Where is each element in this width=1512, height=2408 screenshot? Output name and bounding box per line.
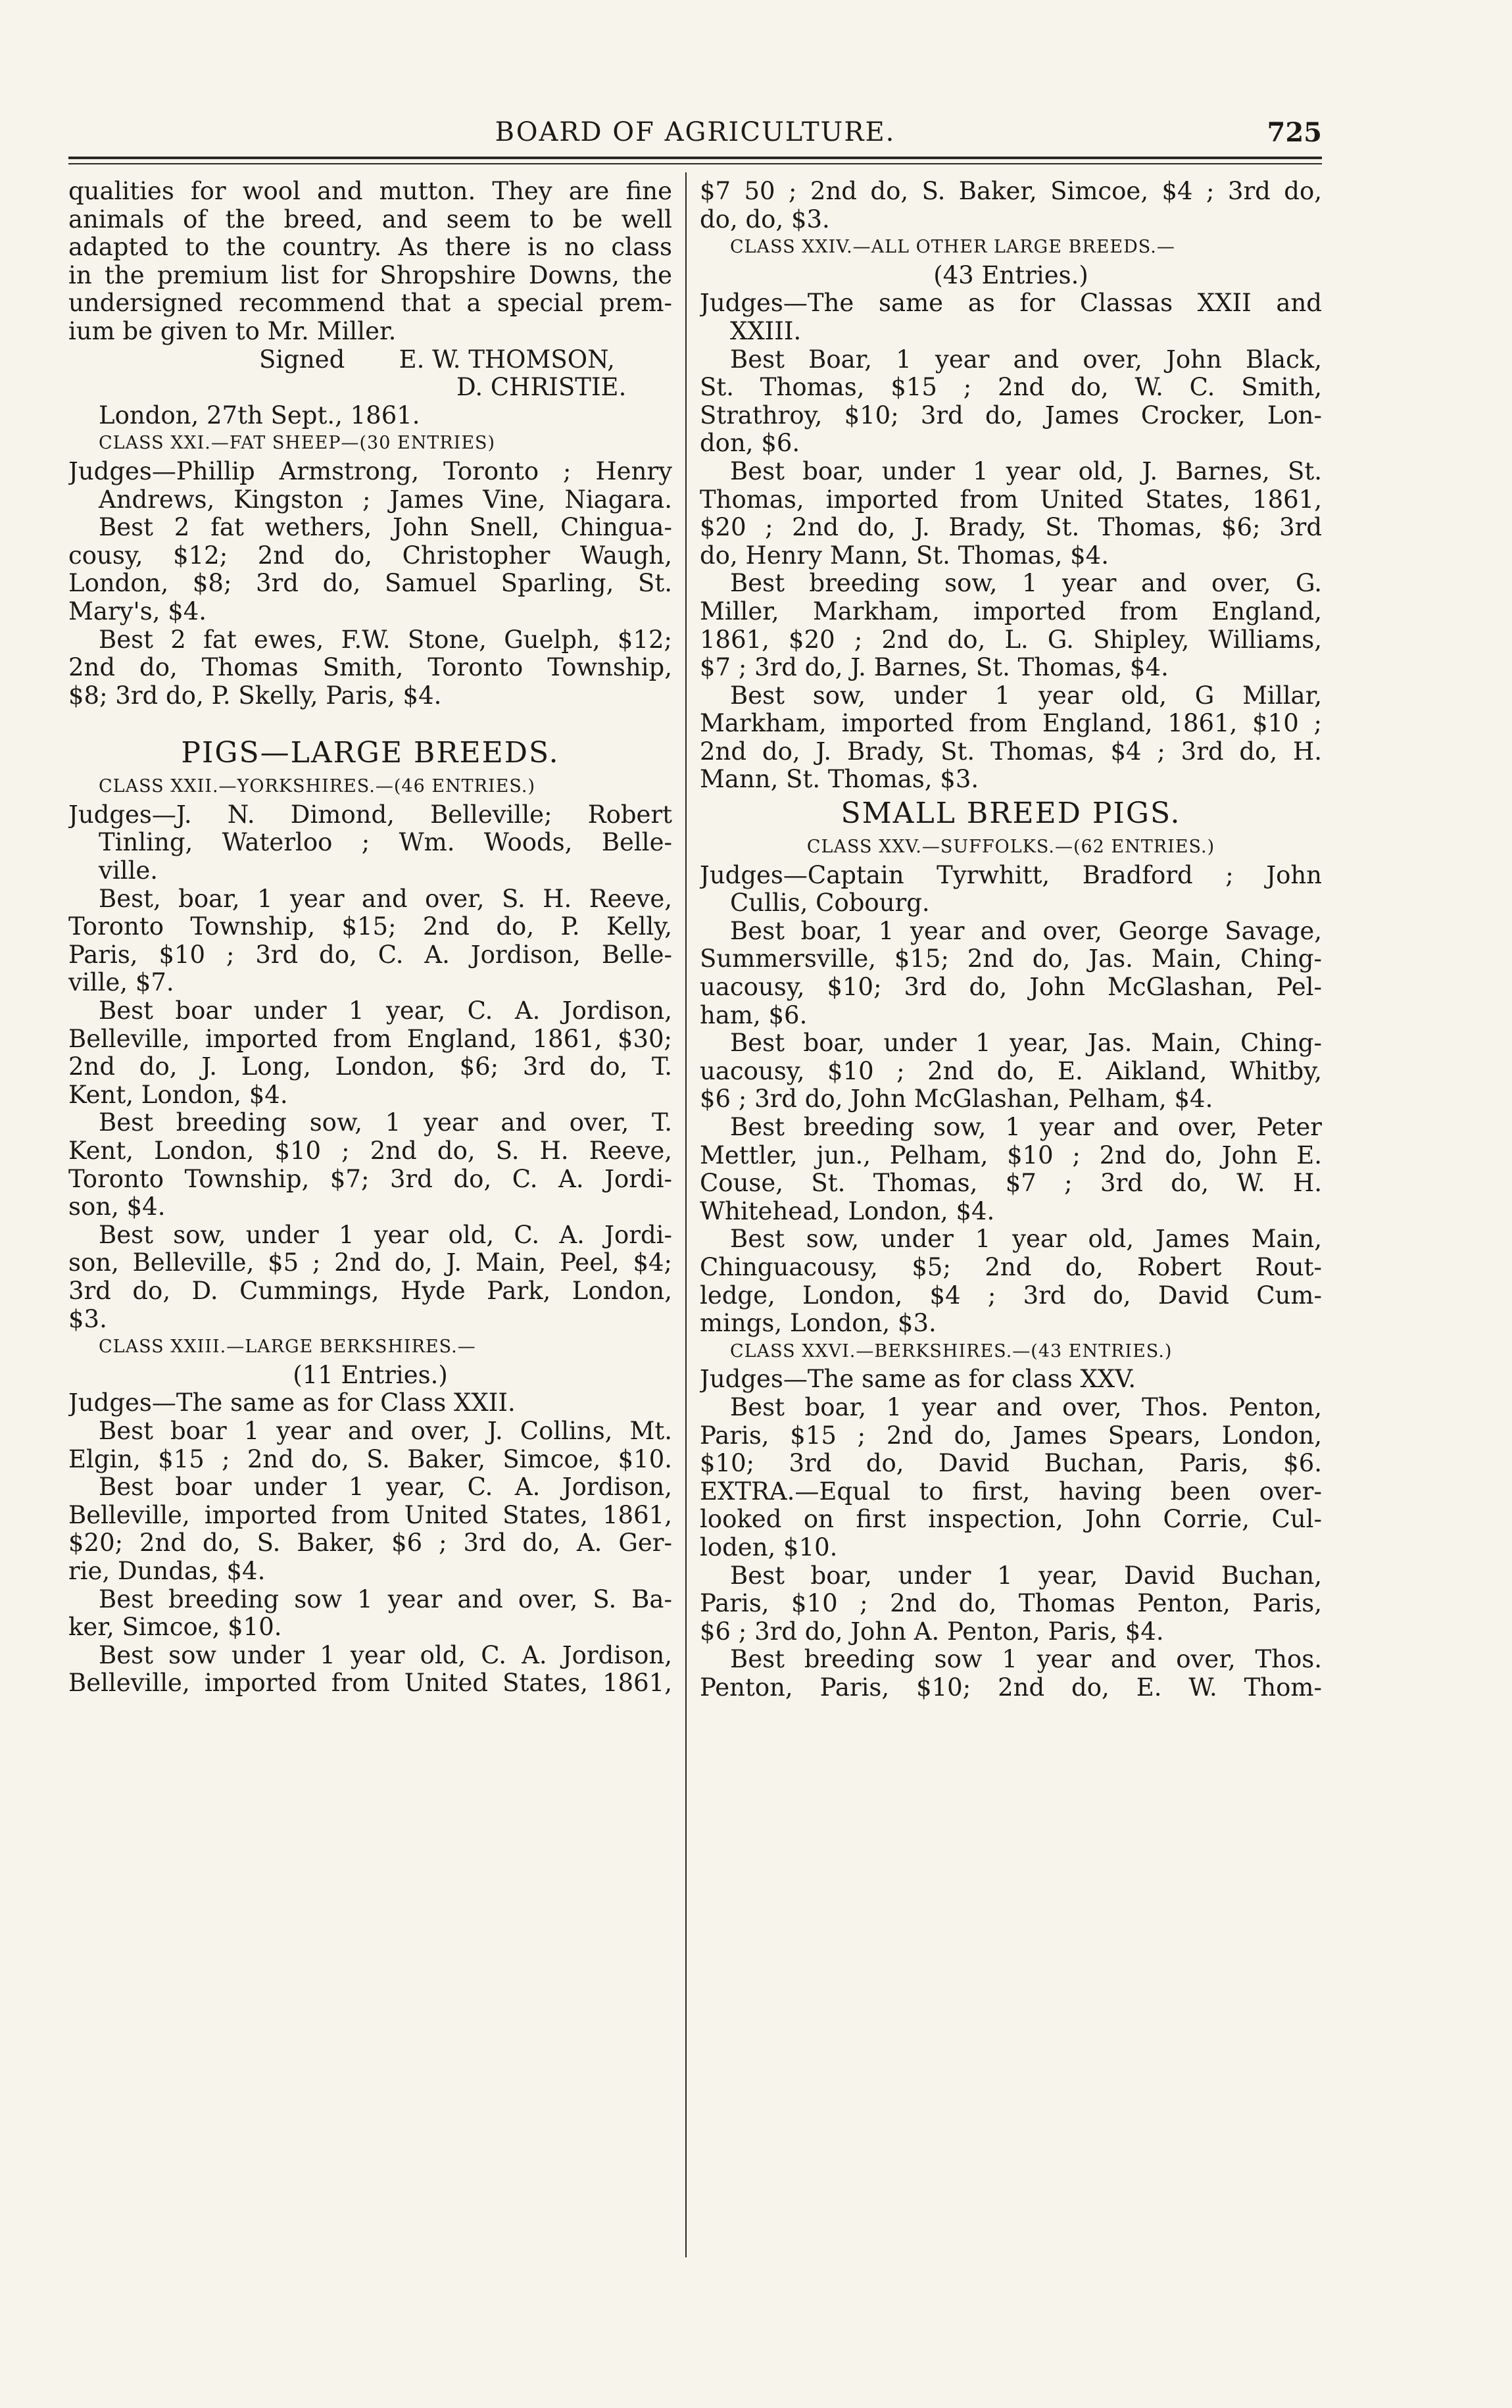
text-line: animals of the breed, and seem to be well <box>68 205 672 233</box>
text-line: Best sow under 1 year old, C. A. Jordison, <box>99 1641 672 1669</box>
text-line: Best boar, 1 year and over, George Savage, <box>730 917 1322 945</box>
text-line: Best breeding sow, 1 year and over, G. <box>730 570 1322 598</box>
class-heading: CLASS XXII.—YORKSHIRES.—(46 ENTRIES.) <box>99 776 536 797</box>
text-line: Best boar, under 1 year, Jas. Main, Ching- <box>730 1029 1322 1058</box>
text-line: EXTRA.—Equal to first, having been over- <box>700 1477 1322 1506</box>
text-line: Tinling, Waterloo ; Wm. Woods, Belle- <box>99 829 672 857</box>
text-line: loden, $10. <box>700 1533 838 1561</box>
text-line: 2nd do, J. Long, London, $6; 3rd do, T. <box>68 1053 672 1081</box>
text-line: son, $4. <box>68 1193 166 1221</box>
text-line: ledge, London, $4 ; 3rd do, David Cum- <box>700 1281 1322 1310</box>
text-line: XXIII. <box>730 317 802 345</box>
text-line: son, Belleville, $5 ; 2nd do, J. Main, Peel, $4; <box>68 1249 672 1277</box>
text-line: Best Boar, 1 year and over, John Black, <box>730 345 1322 374</box>
text-line: Kent, London, $10 ; 2nd do, S. H. Reeve, <box>68 1137 672 1165</box>
text-line: Best 2 fat ewes, F.W. Stone, Guelph, $12; <box>99 626 672 654</box>
text-line: (43 Entries.) <box>933 261 1088 289</box>
class-heading: CLASS XXIV.—ALL OTHER LARGE BREEDS.— <box>730 237 1175 258</box>
text-line: Strathroy, $10; 3rd do, James Crocker, Lon- <box>700 401 1322 430</box>
text-line: Toronto Township, $7; 3rd do, C. A. Jordi- <box>68 1165 672 1193</box>
text-line: undersigned recommend that a special prem- <box>68 289 672 318</box>
text-line: $7 50 ; 2nd do, S. Baker, Simcoe, $4 ; 3rd do, <box>700 178 1322 205</box>
text-line: 1861, $20 ; 2nd do, L. G. Shipley, Williams, <box>700 626 1322 654</box>
text-line: London, $8; 3rd do, Samuel Sparling, St. <box>68 570 672 598</box>
text-line: ham, $6. <box>700 1001 808 1029</box>
text-line: ville, $7. <box>68 969 174 997</box>
text-line: (11 Entries.) <box>293 1361 448 1389</box>
text-line: Best breeding sow 1 year and over, Thos. <box>730 1646 1322 1674</box>
text-line: 2nd do, J. Brady, St. Thomas, $4 ; 3rd do, H. <box>700 737 1322 766</box>
text-line: Mary's, $4. <box>68 597 207 626</box>
text-line: Belleville, imported from United States, 1861, <box>68 1669 672 1698</box>
text-line: Couse, St. Thomas, $7 ; 3rd do, W. H. <box>700 1169 1322 1198</box>
class-heading: CLASS XXI.—FAT SHEEP—(30 ENTRIES) <box>99 433 496 454</box>
text-line: Thomas, imported from United States, 1861, <box>700 485 1322 514</box>
judges-line: Judges—J. N. Dimond, Belleville; Robert <box>68 800 672 829</box>
text-line: D. CHRISTIE. <box>456 374 627 402</box>
text-line: ker, Simcoe, $10. <box>68 1613 282 1642</box>
text-line: Belleville, imported from United States, 1861, <box>68 1501 672 1529</box>
text-line: Elgin, $15 ; 2nd do, S. Baker, Simcoe, $10. <box>68 1445 672 1473</box>
text-line: Best breeding sow 1 year and over, S. Ba- <box>99 1585 672 1613</box>
text-line: Best boar under 1 year, C. A. Jordison, <box>99 1473 672 1502</box>
text-line: $20 ; 2nd do, J. Brady, St. Thomas, $6; 3rd <box>700 514 1322 542</box>
text-line: do, Henry Mann, St. Thomas, $4. <box>700 541 1109 570</box>
text-line: St. Thomas, $15 ; 2nd do, W. C. Smith, <box>700 374 1322 402</box>
text-line: rie, Dundas, $4. <box>68 1557 266 1585</box>
column-divider <box>685 172 687 2257</box>
text-line: in the premium list for Shropshire Downs, the <box>68 261 672 289</box>
text-line: Markham, imported from England, 1861, $10 ; <box>700 710 1322 738</box>
text-line: Paris, $10 ; 2nd do, Thomas Penton, Paris, <box>700 1590 1322 1618</box>
text-line: Best boar, 1 year and over, Thos. Penton, <box>730 1393 1322 1421</box>
text-line: uacousy, $10 ; 2nd do, E. Aikland, Whitby, <box>700 1057 1322 1085</box>
text-line: Best boar, under 1 year old, J. Barnes, St. <box>730 457 1322 485</box>
text-line: Best boar 1 year and over, J. Collins, Mt. <box>99 1417 672 1445</box>
page-number: 725 <box>1267 117 1322 148</box>
class-heading: CLASS XXVI.—BERKSHIRES.—(43 ENTRIES.) <box>730 1340 1173 1362</box>
text-line: Whitehead, London, $4. <box>700 1197 995 1225</box>
section-heading: PIGS—LARGE BREEDS. <box>181 736 560 770</box>
text-line: Belleville, imported from England, 1861, $30; <box>68 1025 672 1053</box>
text-line: Cullis, Cobourg. <box>730 889 930 918</box>
text-line: qualities for wool and mutton. They are fine <box>68 178 672 205</box>
class-heading: CLASS XXV.—SUFFOLKS.—(62 ENTRIES.) <box>806 837 1215 858</box>
header-rule-thin <box>68 163 1322 164</box>
judges-line: Judges—The same as for Classas XXII and <box>700 289 1322 318</box>
text-line: Mann, St. Thomas, $3. <box>700 766 979 794</box>
text-line: Best sow, under 1 year old, James Main, <box>730 1225 1322 1254</box>
text-line: don, $6. <box>700 430 800 458</box>
text-line: ium be given to Mr. Miller. <box>68 317 397 345</box>
text-line: uacousy, $10; 3rd do, John McGlashan, Pel- <box>700 973 1322 1002</box>
right-column <box>700 178 1322 2256</box>
text-line: Signed E. W. THOMSON, <box>259 345 615 374</box>
text-line: Best 2 fat wethers, John Snell, Chingua- <box>99 514 672 542</box>
text-line: Paris, $15 ; 2nd do, James Spears, London, <box>700 1421 1322 1450</box>
text-line: Paris, $10 ; 3rd do, C. A. Jordison, Belle- <box>68 941 672 969</box>
text-line: do, do, $3. <box>700 205 830 233</box>
text-line: $8; 3rd do, P. Skelly, Paris, $4. <box>68 681 442 710</box>
text-line: Best, boar, 1 year and over, S. H. Reeve, <box>99 885 672 913</box>
text-line: Best sow, under 1 year old, C. A. Jordi- <box>99 1221 672 1249</box>
text-line: 3rd do, D. Cummings, Hyde Park, London, <box>68 1277 672 1305</box>
text-line: mings, London, $3. <box>700 1310 937 1338</box>
text-line: $20; 2nd do, S. Baker, $6 ; 3rd do, A. Ger- <box>68 1529 672 1558</box>
judges-line: Judges—Phillip Armstrong, Toronto ; Henry <box>68 457 672 485</box>
text-line: Best breeding sow, 1 year and over, T. <box>99 1109 672 1137</box>
text-line: Penton, Paris, $10; 2nd do, E. W. Thom- <box>700 1673 1322 1702</box>
text-line: $7 ; 3rd do, J. Barnes, St. Thomas, $4. <box>700 654 1169 682</box>
text-line: Mettler, jun., Pelham, $10 ; 2nd do, John E. <box>700 1141 1322 1169</box>
text-line: ville. <box>99 857 159 885</box>
text-line: Andrews, Kingston ; James Vine, Niagara. <box>99 485 672 514</box>
section-heading: SMALL BREED PIGS. <box>841 797 1181 831</box>
class-heading: CLASS XXIII.—LARGE BERKSHIRES.— <box>99 1337 476 1358</box>
text-line: Toronto Township, $15; 2nd do, P. Kelly, <box>68 913 672 941</box>
text-line: $6 ; 3rd do, John McGlashan, Pelham, $4. <box>700 1085 1213 1114</box>
judges-line: Judges—Captain Tyrwhitt, Bradford ; John <box>700 861 1322 889</box>
judges-line: Judges—The same as for class XXV. <box>700 1365 1136 1394</box>
text-line: Best sow, under 1 year old, G Millar, <box>730 681 1322 710</box>
spacer <box>68 710 672 733</box>
text-line: $10; 3rd do, David Buchan, Paris, $6. <box>700 1450 1322 1478</box>
text-line: looked on first inspection, John Corrie, Cul- <box>700 1506 1322 1534</box>
text-line: Miller, Markham, imported from England, <box>700 597 1322 626</box>
text-line: Best boar under 1 year, C. A. Jordison, <box>99 997 672 1025</box>
text-line: London, 27th Sept., 1861. <box>99 401 420 430</box>
judges-line: Judges—The same as for Class XXII. <box>68 1389 516 1417</box>
text-line: adapted to the country. As there is no class <box>68 233 672 262</box>
text-line: Summersville, $15; 2nd do, Jas. Main, Ching- <box>700 945 1322 973</box>
text-line: Best boar, under 1 year, David Buchan, <box>730 1561 1322 1590</box>
running-header <box>68 112 1322 151</box>
left-column <box>68 178 672 2256</box>
text-line: $6 ; 3rd do, John A. Penton, Paris, $4. <box>700 1617 1164 1646</box>
text-line: $3. <box>68 1305 107 1333</box>
text-line: Kent, London, $4. <box>68 1081 288 1109</box>
text-line: Chinguacousy, $5; 2nd do, Robert Rout- <box>700 1253 1322 1281</box>
header-rule-thick <box>68 157 1322 159</box>
text-line: 2nd do, Thomas Smith, Toronto Township, <box>68 654 672 682</box>
text-line: Best breeding sow, 1 year and over, Peter <box>730 1114 1322 1141</box>
header-title: BOARD OF AGRICULTURE. <box>495 117 896 147</box>
text-line: cousy, $12; 2nd do, Christopher Waugh, <box>68 541 672 570</box>
